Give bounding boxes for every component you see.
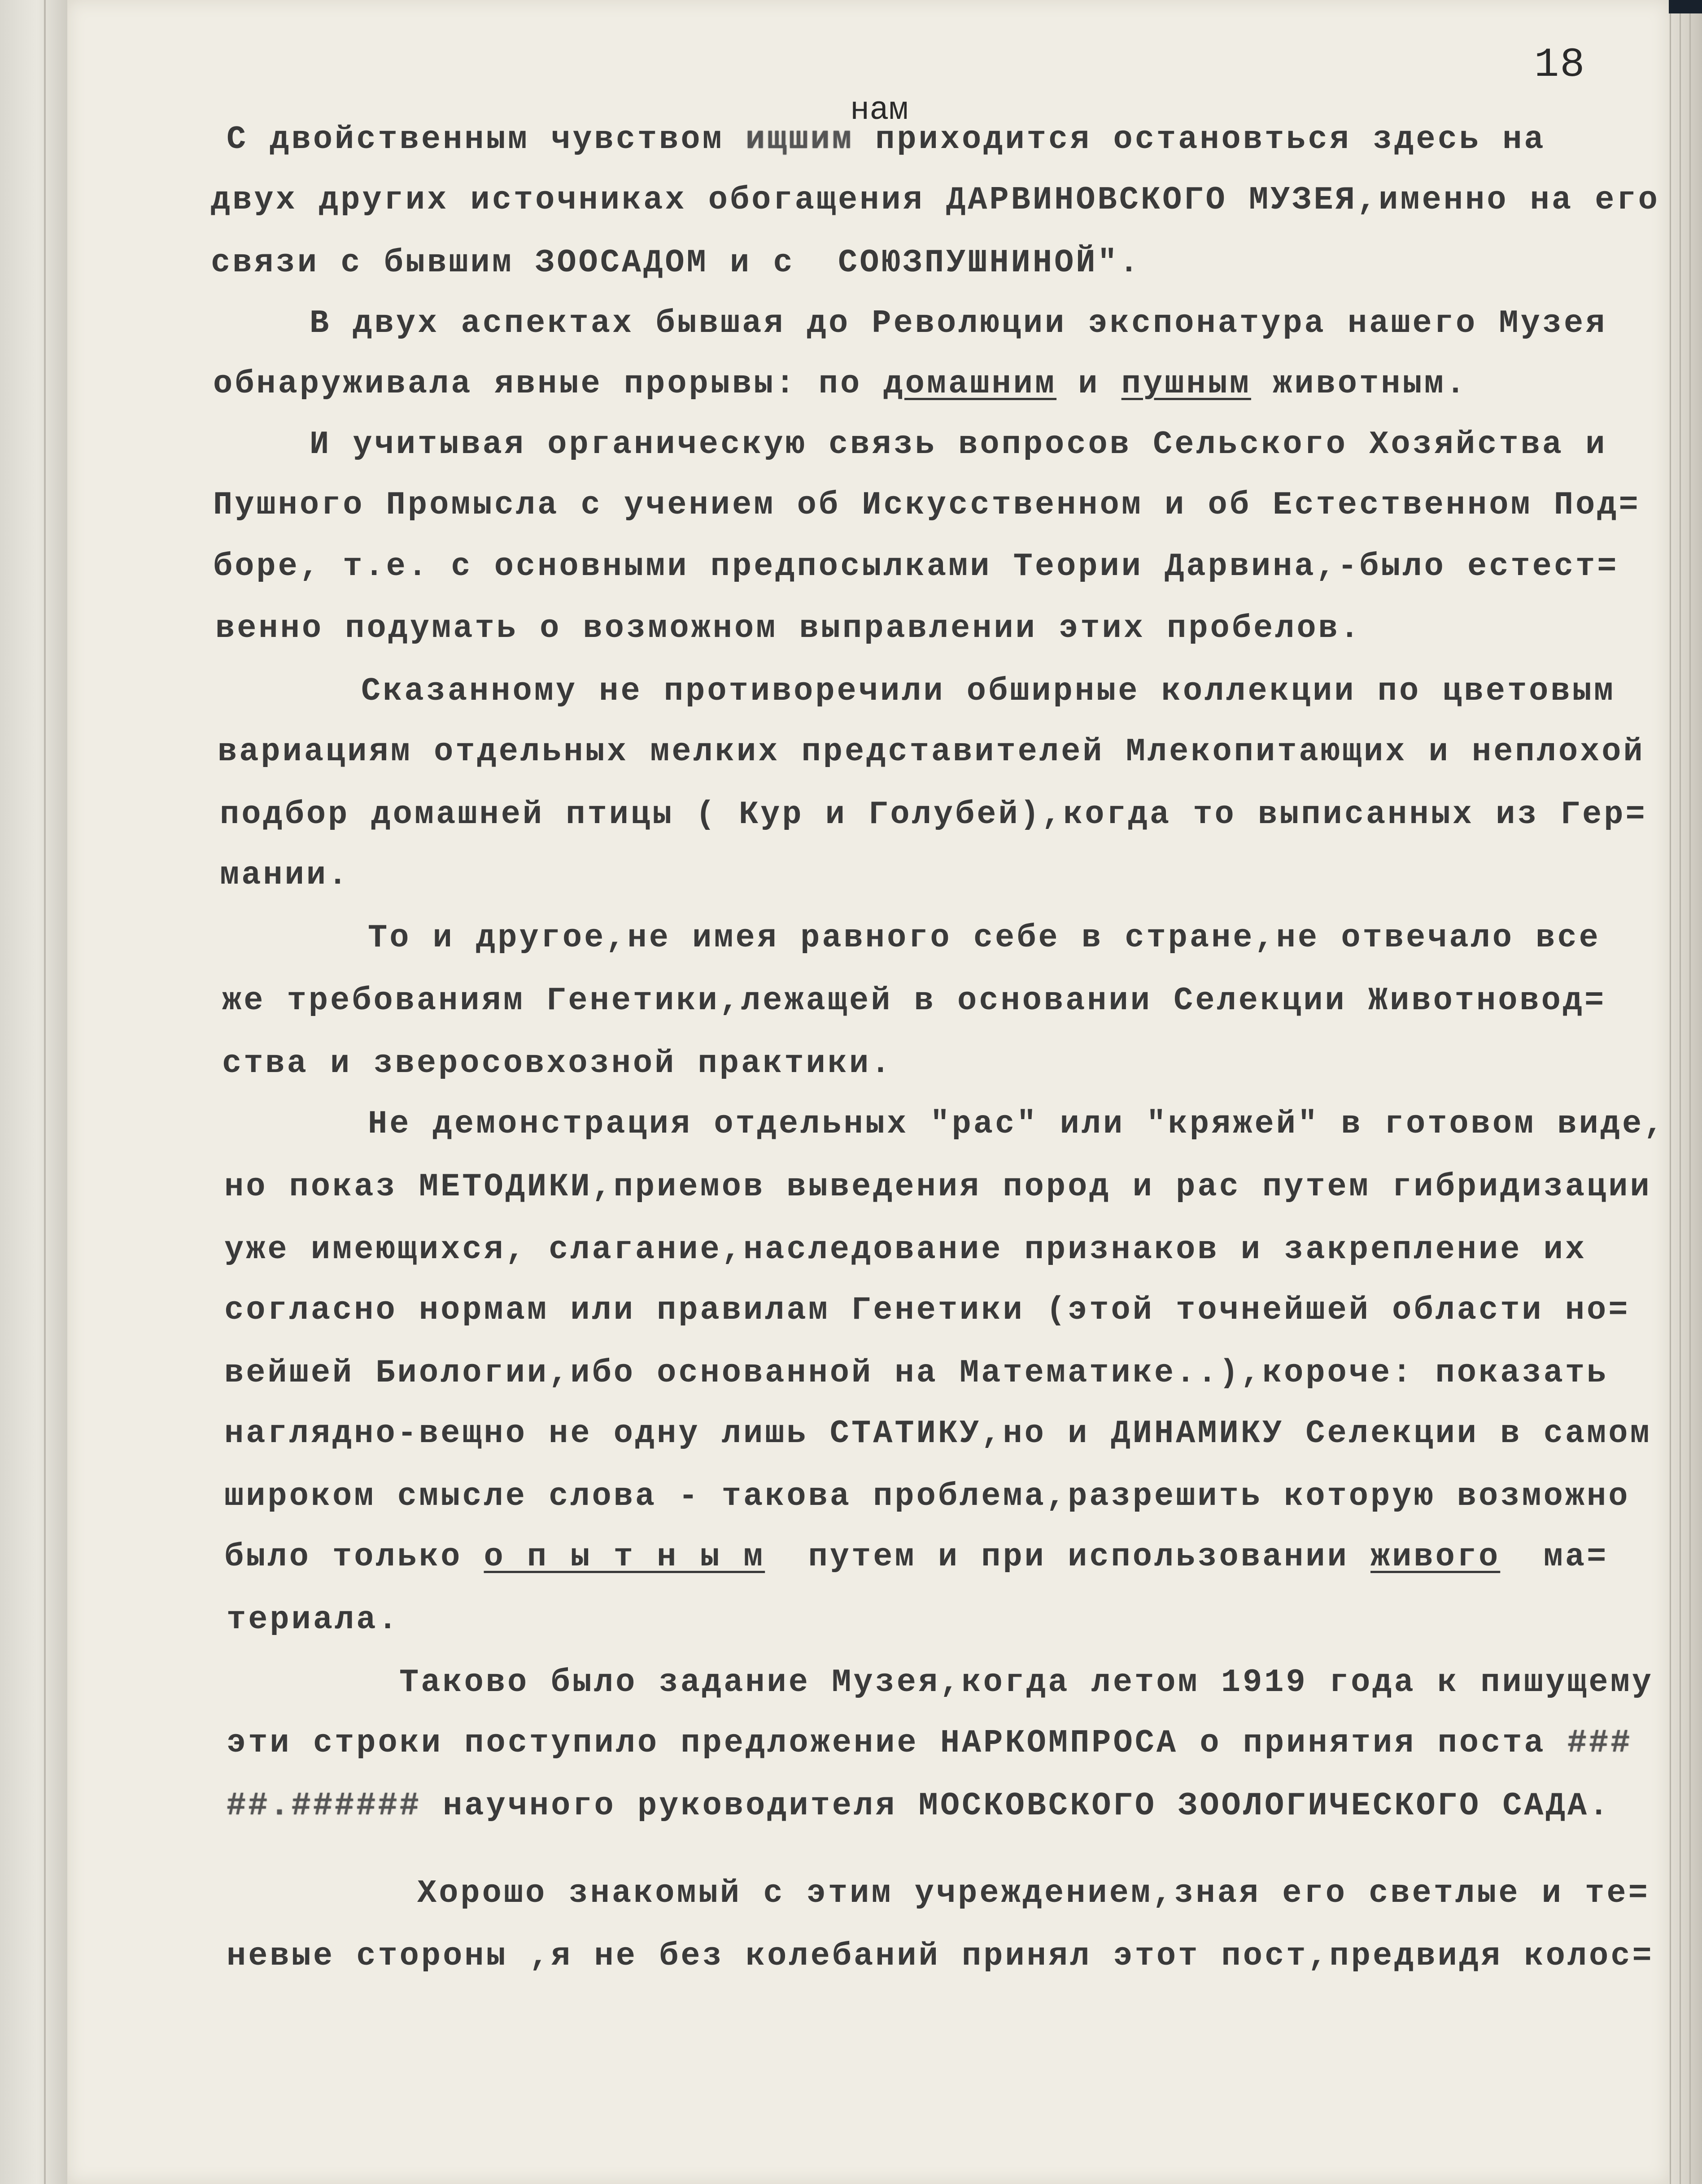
- line-text: эти строки поступило предложение НАРКОМПРОСА о принятия поста: [227, 1725, 1567, 1761]
- line-text: обнаруживала явные прорывы: по: [213, 366, 884, 402]
- text-line: двух других источниках обогащения ДАРВИНОВСКОГО МУЗЕЯ,именно на его: [211, 182, 1660, 218]
- struck-word: ###: [1567, 1725, 1632, 1761]
- text-line: Хорошо знакомый с этим учреждением,зная его светлые и те=: [417, 1875, 1650, 1912]
- underlined-word: пушным: [1121, 366, 1251, 402]
- line-text: животным.: [1251, 366, 1468, 402]
- text-line: ства и зверосовхозной практики.: [222, 1045, 893, 1082]
- text-line: [213, 366, 1467, 402]
- text-line: венно подумать о возможном выправлении этих пробелов.: [215, 610, 1362, 647]
- handwritten-insertion: нам: [850, 92, 908, 129]
- struck-word: ##.######: [227, 1787, 421, 1824]
- line-text: и: [1056, 366, 1122, 402]
- text-line: И учитывая органическую связь вопросов Сельского Хозяйства и: [310, 426, 1607, 463]
- text-line: териала.: [227, 1601, 400, 1638]
- text-line: связи с бывшим ЗООСАДОМ и с СОЮЗПУШНИНОЙ".: [211, 244, 1141, 281]
- page-number: 18: [1534, 41, 1586, 88]
- text-line: То и другое,не имея равного себе в стране,не отвечало все: [368, 920, 1601, 956]
- binding-fold: [44, 0, 46, 2184]
- line-text: ма=: [1500, 1539, 1609, 1575]
- text-line: Сказанному не противоречили обширные коллекции по цветовым: [361, 673, 1616, 710]
- text-line: наглядно-вещно не одну лишь СТАТИКУ,но и ДИНАМИКУ Селекции в самом: [224, 1415, 1652, 1452]
- text-line: невые стороны ,я не без колебаний принял этот пост,предвидя колос=: [227, 1938, 1654, 1975]
- text-line: подбор домашней птицы ( Кур и Голубей),когда то выписанных из Гер=: [220, 796, 1647, 833]
- text-line: вариациям отдельных мелких представителей Млекопитающих и неплохой: [218, 733, 1645, 770]
- text-line: вейшей Биологии,ибо основанной на Математике..),короче: показать: [224, 1355, 1609, 1391]
- typewritten-page: [67, 0, 1669, 2184]
- line-text: путем и при использовании: [765, 1539, 1370, 1575]
- underlined-word: о п ы т н ы м: [484, 1539, 765, 1575]
- text-line: [227, 1787, 1610, 1824]
- line-text: С двойственным чувством: [227, 121, 746, 158]
- underlined-word: живого: [1370, 1539, 1501, 1575]
- text-line: боре, т.е. с основными предпосылками Теории Дарвина,-было естест=: [213, 548, 1619, 585]
- page-edge: [1680, 13, 1681, 2184]
- text-line: согласно нормам или правилам Генетики (этой точнейшей области но=: [224, 1292, 1630, 1329]
- underlined-word: домашним: [883, 366, 1057, 402]
- text-line: мании.: [220, 857, 350, 894]
- text-line: уже имеющихся, слагание,наследование признаков и закрепление их: [224, 1231, 1587, 1268]
- page-edge: [1689, 13, 1691, 2184]
- line-text: было только: [224, 1539, 484, 1575]
- line-text: приходится остановться здесь на: [854, 121, 1546, 158]
- text-line: Таково было задание Музея,когда летом 1919 года к пишущему: [399, 1664, 1654, 1701]
- text-line: Пушного Промысла с учением об Искусственном и об Естественном Под=: [213, 487, 1641, 523]
- text-line: В двух аспектах бывшая до Революции экспонатура нашего Музея: [310, 305, 1607, 342]
- line-text: научного руководителя МОСКОВСКОГО ЗООЛОГИЧЕСКОГО САДА.: [421, 1787, 1611, 1824]
- left-page-edge: [0, 0, 69, 2184]
- text-line: Не демонстрация отдельных "рас" или "кряжей" в готовом виде,: [368, 1106, 1666, 1142]
- text-line: широком смысле слова - такова проблема,разрешить которую возможно: [224, 1478, 1630, 1515]
- text-line: [224, 1539, 1608, 1575]
- struck-word: ищшим: [745, 121, 854, 158]
- text-line: же требованиям Генетики,лежащей в основании Селекции Животновод=: [222, 982, 1606, 1019]
- page-edge: [1670, 13, 1671, 2184]
- text-line: но показ МЕТОДИКИ,приемов выведения пород и рас путем гибридизации: [224, 1168, 1652, 1205]
- text-line: [227, 121, 1546, 158]
- text-line: [227, 1725, 1632, 1761]
